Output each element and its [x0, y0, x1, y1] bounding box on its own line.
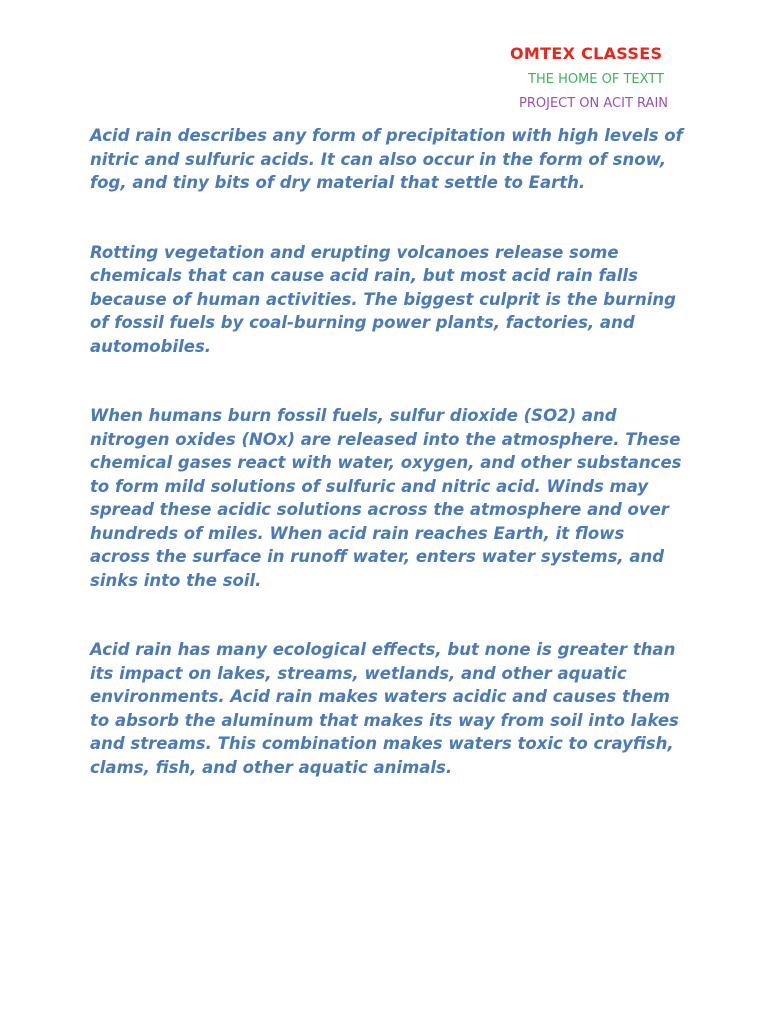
paragraph-4: Acid rain has many ecological effects, but none is greater than its impact on lakes, streams, wetlands, and other aquatic environments. Acid rain makes waters acidic and causes them to absorb the aluminum that makes its way from soil into lakes and streams. This combination makes waters toxic to crayfish, clams, fish, and other aquatic animals.	[90, 640, 679, 777]
paragraph-1: Acid rain describes any form of precipitation with high levels of nitric and sulfuric acids. It can also occur in the form of snow, fog, and tiny bits of dry material that settle to Earth.	[90, 126, 683, 192]
document-body	[90, 124, 690, 825]
document-title: OMTEX CLASSES	[510, 44, 663, 63]
document-header	[0, 0, 768, 120]
paragraph-3: When humans burn fossil fuels, sulfur dioxide (SO2) and nitrogen oxides (NOx) are released into the atmosphere. These chemical gases react with water, oxygen, and other substances to form mild solutions of sulfuric and nitric acid. Winds may spread these acidic solutions across the atmosphere and over hundreds of miles. When acid rain reaches Earth, it flows across the surface in runoff water, enters water systems, and sinks into the soil.	[90, 406, 682, 590]
document-subtitle: THE HOME OF TEXTT	[528, 72, 664, 87]
paragraph-2: Rotting vegetation and erupting volcanoes release some chemicals that can cause acid rain, but most acid rain falls because of human activities. The biggest culprit is the burning of fossil fuels by coal-burning power plants, factories, and automobiles.	[90, 242, 676, 356]
project-title: PROJECT ON ACIT RAIN	[519, 96, 668, 111]
